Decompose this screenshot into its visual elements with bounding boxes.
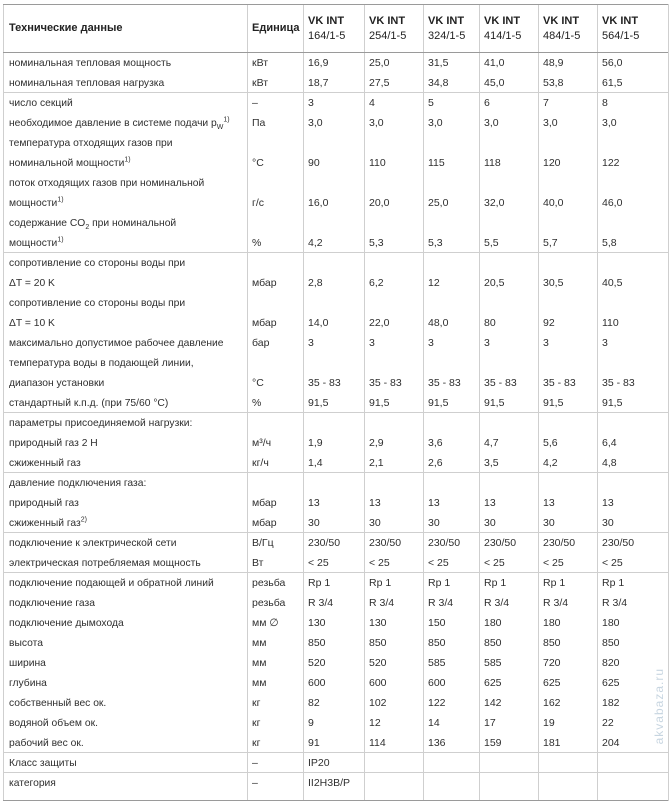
row-label: поток отходящих газов при номинальной bbox=[9, 178, 205, 189]
row-value: 850 bbox=[308, 637, 326, 649]
row-label: ширина bbox=[9, 658, 46, 669]
row-value: 14 bbox=[428, 717, 440, 729]
row-value: 6,2 bbox=[369, 277, 384, 289]
row-value: 22,0 bbox=[369, 317, 390, 329]
row-value: 110 bbox=[602, 317, 619, 329]
row-value: 204 bbox=[602, 737, 620, 749]
row-label: природный газ 2 H bbox=[9, 438, 98, 449]
row-label: номинальная тепловая мощность bbox=[9, 58, 172, 69]
row-label: мощности$^{1)}$ bbox=[9, 236, 64, 249]
row-value: 3,0 bbox=[602, 117, 617, 129]
row-value: < 25 bbox=[369, 557, 390, 569]
row-value: < 25 bbox=[602, 557, 623, 569]
row-value: 30 bbox=[308, 517, 320, 529]
row-label: номинальной мощности$^{1)}$ bbox=[9, 156, 131, 169]
row-unit: Па bbox=[252, 117, 266, 129]
row-value: 585 bbox=[484, 657, 502, 669]
row-value: 4,8 bbox=[602, 457, 617, 469]
row-value: 3,0 bbox=[308, 117, 323, 129]
row-label: сопротивление со стороны воды при bbox=[9, 298, 186, 309]
row-value: R 3/4 bbox=[543, 597, 569, 609]
row-label: природный газ bbox=[9, 498, 79, 509]
row-label: температура отходящих газов при bbox=[9, 138, 173, 149]
column-line bbox=[303, 4, 304, 801]
row-value: 180 bbox=[543, 617, 561, 629]
row-label: сжиженный газ bbox=[9, 458, 81, 469]
row-value: Rp 1 bbox=[428, 577, 451, 589]
row-value: 230/50 bbox=[602, 537, 635, 549]
row-value: 5,8 bbox=[602, 237, 617, 249]
row-value: 13 bbox=[369, 497, 381, 509]
row-value: 115 bbox=[428, 157, 445, 169]
row-value: 110 bbox=[369, 157, 386, 169]
row-value: 3 bbox=[369, 337, 375, 349]
column-line bbox=[479, 4, 480, 801]
row-value: 120 bbox=[543, 157, 561, 169]
row-value: R 3/4 bbox=[369, 597, 395, 609]
row-unit: м³/ч bbox=[252, 437, 272, 449]
row-value: < 25 bbox=[308, 557, 329, 569]
row-label: число секций bbox=[9, 98, 73, 109]
row-value: 1,4 bbox=[308, 457, 323, 469]
row-value: 230/50 bbox=[369, 537, 402, 549]
row-label: давление подключения газа: bbox=[9, 478, 147, 489]
row-label: подключение к электрической сети bbox=[9, 538, 177, 549]
row-line bbox=[3, 4, 668, 5]
row-value: 14,0 bbox=[308, 317, 329, 329]
row-value: 22 bbox=[602, 717, 614, 729]
row-label: параметры присоединяемой нагрузки: bbox=[9, 418, 193, 429]
row-value: 850 bbox=[543, 637, 561, 649]
row-value: 3,0 bbox=[369, 117, 384, 129]
row-unit: мм bbox=[252, 677, 267, 689]
row-unit: % bbox=[252, 397, 262, 409]
row-value: 136 bbox=[428, 737, 446, 749]
row-value: 850 bbox=[484, 637, 502, 649]
row-value: Rp 1 bbox=[543, 577, 566, 589]
row-unit: кг bbox=[252, 737, 261, 749]
row-value: 18,7 bbox=[308, 77, 329, 89]
row-value: 35 - 83 bbox=[543, 377, 576, 389]
row-unit: бар bbox=[252, 337, 270, 349]
row-line bbox=[3, 412, 668, 413]
row-unit: Вт bbox=[252, 557, 264, 569]
row-value: < 25 bbox=[484, 557, 505, 569]
row-value: 3 bbox=[484, 337, 490, 349]
row-label: категория bbox=[9, 778, 56, 789]
row-unit: г/с bbox=[252, 197, 264, 209]
row-value: 159 bbox=[484, 737, 502, 749]
row-value: 91,5 bbox=[543, 397, 564, 409]
row-value: 12 bbox=[369, 717, 381, 729]
row-label: Класс защиты bbox=[9, 758, 77, 769]
row-unit: – bbox=[252, 777, 258, 789]
row-label: необходимое давление в системе подачи $p_W^{1)}$ bbox=[9, 116, 230, 132]
row-value: 35 - 83 bbox=[369, 377, 402, 389]
row-value: 9 bbox=[308, 717, 314, 729]
row-value: 1,9 bbox=[308, 437, 323, 449]
row-value: 30 bbox=[602, 517, 614, 529]
column-line bbox=[668, 4, 669, 801]
row-unit: кг bbox=[252, 697, 261, 709]
row-value: 230/50 bbox=[543, 537, 576, 549]
row-value: 35 - 83 bbox=[602, 377, 635, 389]
row-value: 4,7 bbox=[484, 437, 499, 449]
watermark: akvabaza.ru bbox=[652, 667, 666, 744]
row-value: 40,5 bbox=[602, 277, 623, 289]
row-value: 41,0 bbox=[484, 57, 505, 69]
row-value: 6 bbox=[484, 97, 490, 109]
row-value: 625 bbox=[484, 677, 502, 689]
row-label: диапазон установки bbox=[9, 378, 105, 389]
row-value: 13 bbox=[428, 497, 440, 509]
row-unit: кг bbox=[252, 717, 261, 729]
row-unit: °C bbox=[252, 157, 264, 169]
row-label: высота bbox=[9, 638, 43, 649]
row-value: 13 bbox=[602, 497, 614, 509]
row-unit: мбар bbox=[252, 317, 277, 329]
row-value: 25,0 bbox=[428, 197, 449, 209]
row-value: 122 bbox=[602, 157, 620, 169]
row-value: 82 bbox=[308, 697, 320, 709]
row-value: IP20 bbox=[308, 757, 330, 769]
row-line bbox=[3, 800, 668, 801]
row-value: 20,0 bbox=[369, 197, 390, 209]
header-model: VK INT 324/1-5 bbox=[428, 15, 466, 42]
header-model: VK INT 414/1-5 bbox=[484, 15, 522, 42]
row-value: 114 bbox=[369, 737, 386, 749]
row-unit: мм bbox=[252, 657, 267, 669]
row-value: 3 bbox=[602, 337, 608, 349]
row-unit: кВт bbox=[252, 77, 269, 89]
row-label: подключение дымохода bbox=[9, 618, 124, 629]
row-value: 30 bbox=[369, 517, 381, 529]
row-value: 130 bbox=[308, 617, 326, 629]
row-value: 122 bbox=[428, 697, 446, 709]
row-value: 600 bbox=[369, 677, 387, 689]
row-line bbox=[3, 472, 668, 473]
row-value: 35 - 83 bbox=[428, 377, 461, 389]
row-value: 80 bbox=[484, 317, 496, 329]
row-value: 118 bbox=[484, 157, 501, 169]
row-value: 182 bbox=[602, 697, 620, 709]
row-value: 30,5 bbox=[543, 277, 564, 289]
row-value: 30 bbox=[543, 517, 555, 529]
row-value: 91,5 bbox=[308, 397, 329, 409]
row-value: 585 bbox=[428, 657, 446, 669]
row-value: 25,0 bbox=[369, 57, 390, 69]
row-value: 91,5 bbox=[428, 397, 449, 409]
row-label: сжиженный газ$^{2)}$ bbox=[9, 516, 88, 529]
column-line bbox=[597, 4, 598, 801]
row-value: 31,5 bbox=[428, 57, 449, 69]
row-label: глубина bbox=[9, 678, 47, 689]
row-unit: – bbox=[252, 97, 258, 109]
column-line bbox=[423, 4, 424, 801]
row-value: 16,9 bbox=[308, 57, 329, 69]
row-value: 625 bbox=[543, 677, 561, 689]
row-value: 520 bbox=[308, 657, 326, 669]
row-value: 48,0 bbox=[428, 317, 449, 329]
row-label: подключение газа bbox=[9, 598, 95, 609]
row-label: максимально допустимое рабочее давление bbox=[9, 338, 224, 349]
row-unit: мбар bbox=[252, 497, 277, 509]
row-label: температура воды в подающей линии, bbox=[9, 358, 194, 369]
row-value: 45,0 bbox=[484, 77, 505, 89]
row-value: 8 bbox=[602, 97, 608, 109]
row-line bbox=[3, 92, 668, 93]
row-value: 3,6 bbox=[428, 437, 443, 449]
row-value: 61,5 bbox=[602, 77, 623, 89]
row-value: 4 bbox=[369, 97, 375, 109]
row-value: Rp 1 bbox=[369, 577, 392, 589]
row-label: стандартный к.п.д. (при 75/60 °C) bbox=[9, 398, 169, 409]
row-label: сопротивление со стороны воды при bbox=[9, 258, 186, 269]
row-value: 850 bbox=[602, 637, 620, 649]
row-value: 850 bbox=[369, 637, 387, 649]
row-label: номинальная тепловая нагрузка bbox=[9, 78, 165, 89]
row-line bbox=[3, 532, 668, 533]
row-value: 150 bbox=[428, 617, 446, 629]
row-label: собственный вес ок. bbox=[9, 698, 107, 709]
row-value: 142 bbox=[484, 697, 502, 709]
column-line bbox=[247, 4, 248, 801]
row-label: рабочий вес ок. bbox=[9, 738, 84, 749]
row-unit: °C bbox=[252, 377, 264, 389]
row-value: 5,3 bbox=[428, 237, 443, 249]
row-value: 4,2 bbox=[543, 457, 558, 469]
row-unit: мм bbox=[252, 637, 267, 649]
row-value: 3,0 bbox=[543, 117, 558, 129]
row-value: 820 bbox=[602, 657, 620, 669]
row-line bbox=[3, 52, 668, 53]
header-model: VK INT 564/1-5 bbox=[602, 15, 640, 42]
row-unit: мбар bbox=[252, 277, 277, 289]
row-value: 3 bbox=[308, 97, 314, 109]
row-value: 91,5 bbox=[602, 397, 623, 409]
row-line bbox=[3, 572, 668, 573]
row-value: 7 bbox=[543, 97, 549, 109]
row-value: 5,7 bbox=[543, 237, 558, 249]
row-unit: кг/ч bbox=[252, 457, 269, 469]
row-value: 720 bbox=[543, 657, 561, 669]
row-value: 90 bbox=[308, 157, 320, 169]
row-unit: В/Гц bbox=[252, 537, 274, 549]
row-value: 3,0 bbox=[428, 117, 443, 129]
header-model: VK INT 254/1-5 bbox=[369, 15, 407, 42]
row-value: 16,0 bbox=[308, 197, 329, 209]
row-value: 600 bbox=[428, 677, 446, 689]
row-label: ΔT = 10 K bbox=[9, 318, 55, 329]
row-value: 230/50 bbox=[428, 537, 461, 549]
row-unit: резьба bbox=[252, 577, 286, 589]
row-label: подключение подающей и обратной линий bbox=[9, 578, 214, 589]
row-unit: мм ∅ bbox=[252, 617, 279, 629]
row-value: 48,9 bbox=[543, 57, 564, 69]
row-value: 32,0 bbox=[484, 197, 505, 209]
column-line bbox=[538, 4, 539, 801]
row-value: 230/50 bbox=[484, 537, 517, 549]
row-value: R 3/4 bbox=[308, 597, 334, 609]
row-value: 181 bbox=[543, 737, 561, 749]
row-value: 3,5 bbox=[484, 457, 499, 469]
row-value: 12 bbox=[428, 277, 440, 289]
row-value: 13 bbox=[484, 497, 496, 509]
row-value: 3,0 bbox=[484, 117, 499, 129]
row-label: электрическая потребляемая мощность bbox=[9, 558, 201, 569]
row-value: 600 bbox=[308, 677, 326, 689]
row-value: 3 bbox=[428, 337, 434, 349]
row-unit: – bbox=[252, 757, 258, 769]
row-value: 5,5 bbox=[484, 237, 499, 249]
row-line bbox=[3, 772, 668, 773]
row-value: 4,2 bbox=[308, 237, 323, 249]
row-value: 56,0 bbox=[602, 57, 623, 69]
row-label: содержание $CO_2$ при номинальной bbox=[9, 218, 177, 232]
header-param: Технические данные bbox=[9, 22, 123, 34]
row-value: 5,3 bbox=[369, 237, 384, 249]
header-unit: Единица bbox=[252, 22, 300, 34]
row-value: 13 bbox=[543, 497, 555, 509]
row-value: 53,8 bbox=[543, 77, 564, 89]
row-label: водяной объем ок. bbox=[9, 718, 98, 729]
row-value: 102 bbox=[369, 697, 387, 709]
row-value: 30 bbox=[484, 517, 496, 529]
column-line bbox=[364, 4, 365, 801]
row-unit: резьба bbox=[252, 597, 286, 609]
row-line bbox=[3, 252, 668, 253]
row-value: Rp 1 bbox=[484, 577, 507, 589]
row-value: 6,4 bbox=[602, 437, 617, 449]
row-value: 5,6 bbox=[543, 437, 558, 449]
row-value: 230/50 bbox=[308, 537, 341, 549]
tech-data-table bbox=[3, 4, 668, 801]
row-value: 2,9 bbox=[369, 437, 384, 449]
row-value: 180 bbox=[484, 617, 502, 629]
row-value: 520 bbox=[369, 657, 387, 669]
row-value: R 3/4 bbox=[484, 597, 510, 609]
row-value: 3 bbox=[543, 337, 549, 349]
row-value: 2,6 bbox=[428, 457, 443, 469]
row-value: 34,8 bbox=[428, 77, 449, 89]
row-value: II2H3B/P bbox=[308, 777, 351, 789]
row-value: 91,5 bbox=[369, 397, 390, 409]
column-line bbox=[3, 4, 4, 801]
row-value: 2,8 bbox=[308, 277, 323, 289]
row-value: Rp 1 bbox=[308, 577, 331, 589]
row-value: 17 bbox=[484, 717, 496, 729]
row-value: 92 bbox=[543, 317, 555, 329]
row-value: 35 - 83 bbox=[308, 377, 341, 389]
row-value: 850 bbox=[428, 637, 446, 649]
row-value: 2,1 bbox=[369, 457, 384, 469]
row-value: 130 bbox=[369, 617, 387, 629]
row-value: < 25 bbox=[543, 557, 564, 569]
header-model: VK INT 164/1-5 bbox=[308, 15, 346, 42]
row-label: ΔT = 20 K bbox=[9, 278, 55, 289]
row-value: 27,5 bbox=[369, 77, 390, 89]
row-label: мощности$^{1)}$ bbox=[9, 196, 64, 209]
row-value: 19 bbox=[543, 717, 555, 729]
row-value: 162 bbox=[543, 697, 561, 709]
header-model: VK INT 484/1-5 bbox=[543, 15, 581, 42]
row-value: 20,5 bbox=[484, 277, 505, 289]
row-value: 5 bbox=[428, 97, 434, 109]
row-value: 35 - 83 bbox=[484, 377, 517, 389]
row-value: 40,0 bbox=[543, 197, 564, 209]
row-unit: % bbox=[252, 237, 262, 249]
row-value: 91 bbox=[308, 737, 320, 749]
row-value: 91,5 bbox=[484, 397, 505, 409]
row-value: 180 bbox=[602, 617, 620, 629]
row-value: Rp 1 bbox=[602, 577, 625, 589]
row-value: < 25 bbox=[428, 557, 449, 569]
row-value: R 3/4 bbox=[428, 597, 454, 609]
row-unit: кВт bbox=[252, 57, 269, 69]
row-unit: мбар bbox=[252, 517, 277, 529]
row-value: 30 bbox=[428, 517, 440, 529]
row-line bbox=[3, 752, 668, 753]
row-value: 46,0 bbox=[602, 197, 623, 209]
row-value: 13 bbox=[308, 497, 320, 509]
row-value: 625 bbox=[602, 677, 620, 689]
row-value: R 3/4 bbox=[602, 597, 628, 609]
row-value: 3 bbox=[308, 337, 314, 349]
